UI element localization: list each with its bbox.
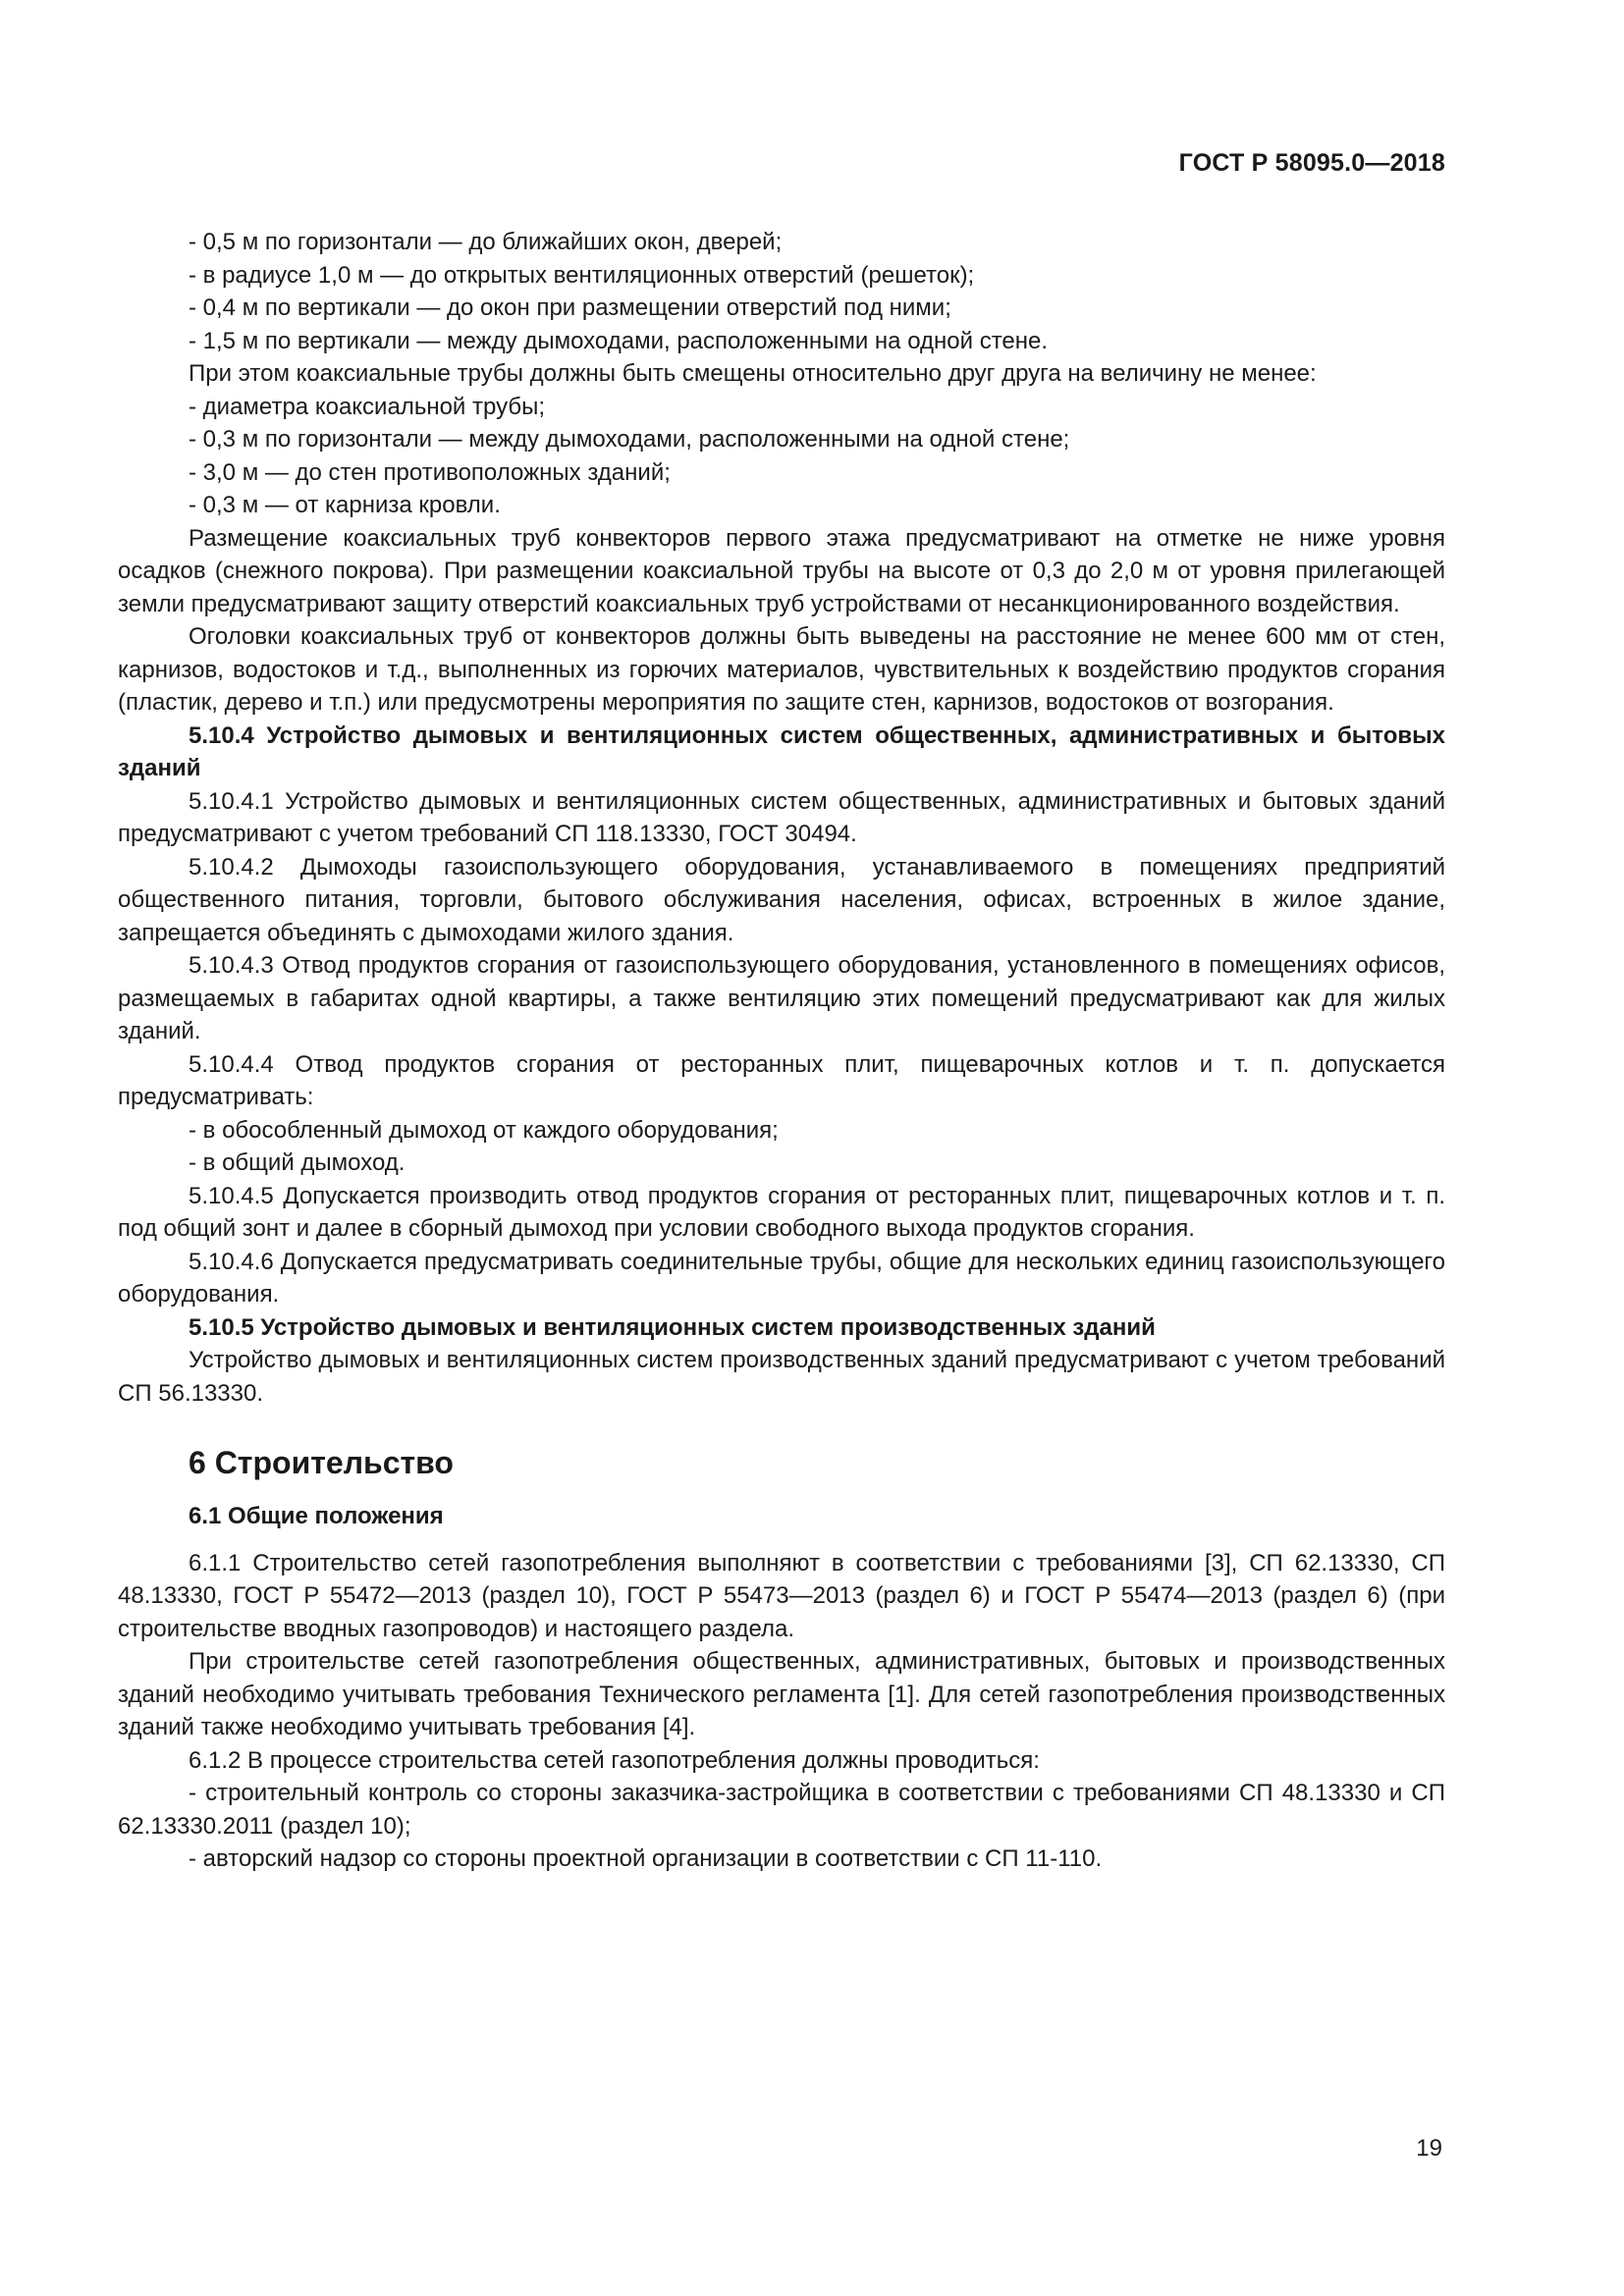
paragraph-heads: Оголовки коаксиальных труб от конвекторов должны быть выведены на расстояние не менее 600 мм от стен, карнизов, водостоков и т.д., выполненных из горючих материалов, чувствительных к воздействию продуктов сгорания (пластик, дерево и т.п.) или предусмотрены мероприятия по защите стен, карнизов, водостоков от возгорания. bbox=[118, 623, 1445, 716]
paragraph-6-1-1-cont: При строительстве сетей газопотребления общественных, административных, бытовых и производственных зданий необходимо учитывать требования Технического регламента [1]. Для сетей газопотребления производственных зданий также необходимо учитывать требования [4]. bbox=[118, 1648, 1445, 1740]
list-item: - в общий дымоход. bbox=[189, 1149, 406, 1176]
list-item: - 3,0 м — до стен противоположных зданий; bbox=[189, 458, 671, 486]
list-item: - в радиусе 1,0 м — до открытых вентиляционных отверстий (решеток); bbox=[189, 261, 975, 289]
list-item: - 0,4 м по вертикали — до окон при размещении отверстий под ними; bbox=[189, 294, 951, 321]
paragraph-coax-offset: При этом коаксиальные трубы должны быть смещены относительно друг друга на величину не менее: bbox=[189, 360, 1317, 387]
clause-5-10-4-6: 5.10.4.6 Допускается предусматривать соединительные трубы, общие для нескольких единиц газоиспользующего оборудования. bbox=[118, 1248, 1445, 1308]
list-item: - 0,5 м по горизонтали — до ближайших окон, дверей; bbox=[189, 229, 783, 255]
clause-5-10-4-4: 5.10.4.4 Отвод продуктов сгорания от ресторанных плит, пищеварочных котлов и т. п. допускается предусматривать: bbox=[118, 1050, 1445, 1110]
list-item: - в обособленный дымоход от каждого оборудования; bbox=[189, 1116, 779, 1144]
clause-5-10-4-5: 5.10.4.5 Допускается производить отвод продуктов сгорания от ресторанных плит, пищеварочных котлов и т. п. под общий зонт и далее в сборный дымоход при условии свободного выхода продуктов сгорания. bbox=[118, 1182, 1445, 1242]
clause-5-10-4-3: 5.10.4.3 Отвод продуктов сгорания от газоиспользующего оборудования, установленного в помещениях офисов, размещаемых в габаритах одной квартиры, а также вентиляцию этих помещений предусматривают как для жилых зданий. bbox=[118, 952, 1445, 1044]
list-item: - 0,3 м — от карниза кровли. bbox=[189, 492, 501, 518]
section-5-10-5-title: 5.10.5 Устройство дымовых и вентиляционных систем производственных зданий bbox=[189, 1313, 1156, 1341]
paragraph-placement: Размещение коаксиальных труб конвекторов первого этажа предусматривают на отметке не ниже уровня осадков (снежного покрова). При размещении коаксиальной трубы на высоте от 0,3 до 2,0 м от уровня прилегающей земли предусматривают защиту отверстий коаксиальных труб устройствами от несанкционированного воздействия. bbox=[118, 524, 1445, 617]
page-number: 19 bbox=[1416, 2135, 1442, 2162]
clause-5-10-4-2: 5.10.4.2 Дымоходы газоиспользующего оборудования, устанавливаемого в помещениях предприятий общественного питания, торговли, бытового обслуживания населения, офисах, встроенных в жилое здание, запрещается объединять с дымоходами жилого здания. bbox=[118, 853, 1445, 946]
list-item: - авторский надзор со стороны проектной организации в соответствии с СП 11-110. bbox=[189, 1845, 1103, 1872]
section-6-title: 6 Строительство bbox=[189, 1445, 454, 1480]
clause-6-1-1: 6.1.1 Строительство сетей газопотребления выполняют в соответствии с требованиями [3], СП 62.13330, СП 48.13330, ГОСТ Р 55472—2013 (раздел 10), ГОСТ Р 55473—2013 (раздел 6) и ГОСТ Р 55474—2013 (раздел 6) (при строительстве вводных газопроводов) и настоящего раздела. bbox=[118, 1549, 1445, 1642]
clause-5-10-4-1: 5.10.4.1 Устройство дымовых и вентиляционных систем общественных, административных и бытовых зданий предусматривают с учетом требований СП 118.13330, ГОСТ 30494. bbox=[118, 787, 1445, 847]
list-item: - 0,3 м по горизонтали — между дымоходами, расположенными на одной стене; bbox=[189, 426, 1070, 453]
list-item: - строительный контроль со стороны заказчика-застройщика в соответствии с требованиями СП 48.13330 и СП 62.13330.2011 (раздел 10); bbox=[118, 1780, 1445, 1840]
list-item: - диаметра коаксиальной трубы; bbox=[189, 393, 545, 420]
document-code-header: ГОСТ Р 58095.0—2018 bbox=[1178, 149, 1445, 177]
list-item: - 1,5 м по вертикали — между дымоходами, расположенными на одной стене. bbox=[189, 327, 1049, 354]
section-6-1-title: 6.1 Общие положения bbox=[189, 1503, 444, 1529]
clause-5-10-5-text: Устройство дымовых и вентиляционных систем производственных зданий предусматривают с учетом требований СП 56.13330. bbox=[118, 1347, 1445, 1407]
page-body bbox=[118, 226, 1445, 1876]
section-5-10-4-title: 5.10.4 Устройство дымовых и вентиляционных систем общественных, административных и бытовых зданий bbox=[118, 721, 1445, 781]
clause-6-1-2: 6.1.2 В процессе строительства сетей газопотребления должны проводиться: bbox=[189, 1746, 1040, 1774]
